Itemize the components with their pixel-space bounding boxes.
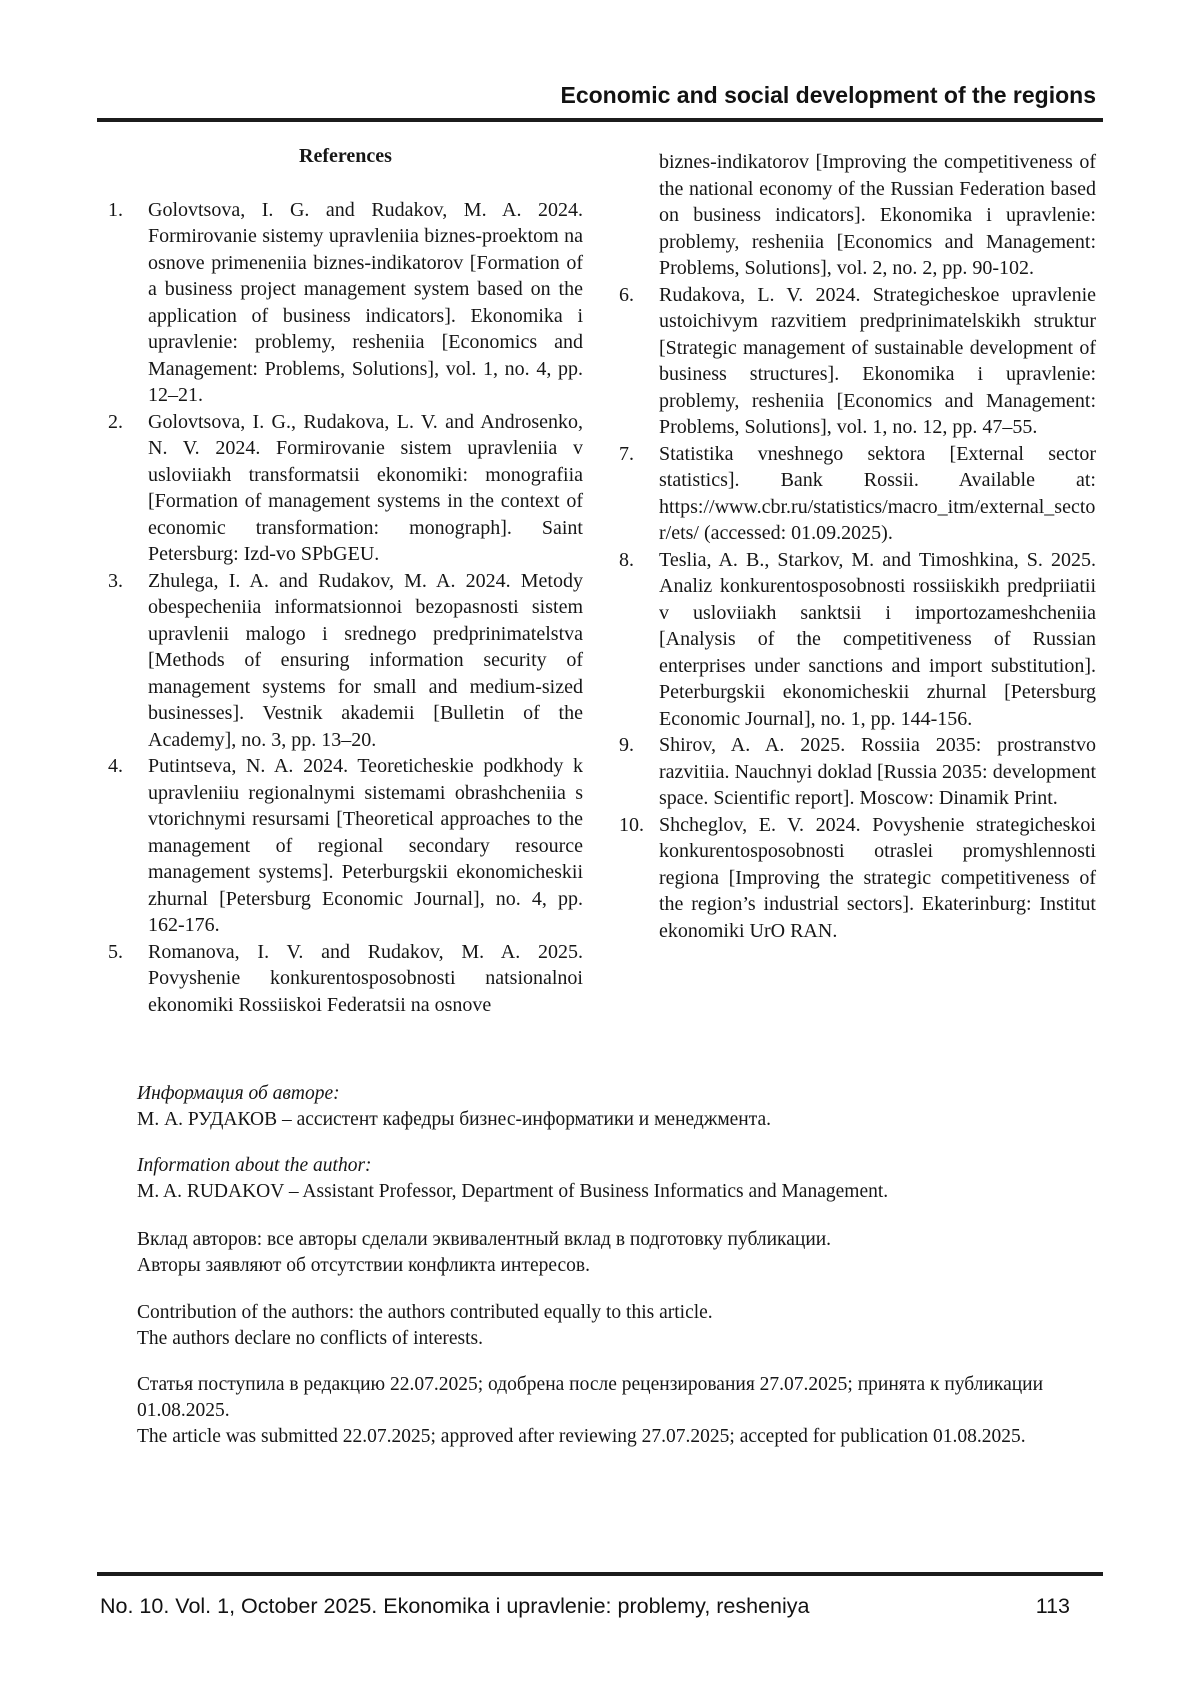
author-info-ru-heading: Информация об авторе: (137, 1083, 340, 1104)
reference-text: Romanova, I. V. and Rudakov, M. A. 2025. Povyshenie konkurentosposobnosti natsionalnoi ekonomiki Rossiiskoi Federatsii na osnove (148, 940, 583, 1016)
reference-number: 9. (619, 734, 634, 756)
author-info-en-text: M. A. RUDAKOV – Assistant Professor, Department of Business Informatics and Management. (137, 1181, 889, 1202)
reference-item-5 (108, 939, 583, 1019)
reference-number: 2. (108, 410, 123, 433)
references-column-right (619, 143, 1096, 1018)
reference-text: Statistika vneshnego sektora [External sector statistics]. Bank Rossii. Available at: https://www.cbr.ru/statistics/macro_itm/external_sector/ets/ (accessed: 01.09.2025). (659, 442, 1096, 544)
reference-item-7 (619, 441, 1096, 547)
contribution-en-line2: The authors declare no conflicts of interests. (137, 1328, 484, 1349)
author-info-ru-text: М. А. РУДАКОВ – ассистент кафедры бизнес-информатики и менеджмента. (137, 1109, 772, 1130)
reference-item-2 (108, 409, 583, 568)
reference-item-4 (108, 753, 583, 939)
reference-text: Shirov, A. A. 2025. Rossiia 2035: prostranstvo razvitiia. Nauchnyi doklad [Russia 2035: development space. Scientific report]. Moscow: Dinamik Print. (659, 734, 1096, 809)
references-section (108, 143, 1096, 1018)
reference-text: Zhulega, I. A. and Rudakov, M. A. 2024. Metody obespecheniia informatsionnoi bezopasnosti sistem upravlenii malogo i srednego predprinimatelstva [Methods of ensuring information security of management systems for small and medium-sized businesses]. Vestnik akademii [Bulletin of the Academy], no. 3, pp. 13–20. (148, 569, 583, 751)
contribution-en-line1: Contribution of the authors: the authors contributed equally to this article. (137, 1302, 713, 1323)
reference-item-8 (619, 547, 1096, 733)
reference-text: Shcheglov, E. V. 2024. Povyshenie strategicheskoi konkurentosposobnosti otraslei promyshlennosti regiona [Improving the strategic competitiveness of the region’s industrial sectors]. Ekaterinburg: Institut ekonomiki UrO RAN. (659, 813, 1096, 942)
reference-number: 3. (108, 569, 123, 592)
reference-item-6 (619, 282, 1096, 441)
footer-issue-line: No. 10. Vol. 1, October 2025. Ekonomika i upravlenie: problemy, resheniya (100, 1594, 810, 1618)
reference-text: Teslia, A. B., Starkov, M. and Timoshkina, S. 2025. Analiz konkurentosposobnosti rossiiskikh predpriiatii v usloviiakh sanktsii i importozameshcheniia [Analysis of the competitiveness of Russian enterprises under sanctions and import substitution]. Peterburgskii ekonomicheskii zhurnal [Petersburg Economic Journal], no. 1, pp. 144-156. (659, 548, 1096, 730)
references-heading: References (299, 145, 392, 167)
contribution-ru-line2: Авторы заявляют об отсутствии конфликта интересов. (137, 1255, 590, 1276)
reference-number: 8. (619, 548, 634, 571)
reference-number: 4. (108, 755, 123, 777)
submission-dates (137, 1372, 1100, 1450)
contribution-en (137, 1300, 1100, 1352)
contribution-ru-line1: Вклад авторов: все авторы сделали эквивалентный вклад в подготовку публикации. (137, 1229, 832, 1250)
submission-dates-en: The article was submitted 22.07.2025; approved after reviewing 27.07.2025; accepted for publication 01.08.2025. (137, 1426, 1026, 1447)
reference-number: 1. (108, 198, 123, 221)
reference-item-9 (619, 732, 1096, 812)
reference-number: 5. (108, 940, 123, 963)
reference-number: 6. (619, 283, 634, 306)
footer-page-number: 113 (1035, 1594, 1070, 1618)
reference-text: Golovtsova, I. G., Rudakova, L. V. and Androsenko, N. V. 2024. Formirovanie sistem upravleniia v usloviiakh transformatsii ekonomiki: monografiia [Formation of management systems in the context of economic transformation: monograph]. Saint Petersburg: Izd-vo SPbGEU. (148, 410, 583, 565)
running-head: Economic and social development of the regions (560, 82, 1096, 108)
reference-item-5-continued (619, 149, 1096, 282)
reference-number: 7. (619, 442, 634, 465)
author-info-en (137, 1153, 1100, 1205)
reference-text: Rudakova, L. V. 2024. Strategicheskoe upravlenie ustoichivym razvitiem predprinimatelskikh struktur [Strategic management of sustainable development of business structures]. Ekonomika i upravlenie: problemy, resheniia [Economics and Management: Problems, Solutions], vol. 1, no. 12, pp. 47–55. (659, 283, 1096, 438)
reference-number: 10. (619, 813, 644, 836)
reference-item-10 (619, 812, 1096, 945)
author-info-ru (137, 1081, 1100, 1133)
footer-rule (97, 1572, 1103, 1576)
header-rule (97, 118, 1103, 122)
reference-text: biznes-indikatorov [Improving the competitiveness of the national economy of the Russian Federation based on business indicators]. Ekonomika i upravlenie: problemy, resheniia [Economics and Management: Problems, Solutions], vol. 2, no. 2, pp. 90-102. (659, 151, 1096, 279)
reference-text: Putintseva, N. A. 2024. Teoreticheskie podkhody k upravleniiu regionalnymi sistemami obrashcheniia s vtorichnymi resursami [Theoretical approaches to the management of regional secondary resource management systems]. Peterburgskii ekonomicheskii zhurnal [Petersburg Economic Journal], no. 4, pp. 162-176. (148, 755, 583, 936)
reference-item-3 (108, 568, 583, 754)
reference-item-1 (108, 197, 583, 409)
submission-dates-ru: Статья поступила в редакцию 22.07.2025; одобрена после рецензирования 27.07.2025; принята к публикации 01.08.2025. (137, 1374, 1044, 1421)
author-info-en-heading: Information about the author: (137, 1155, 372, 1176)
references-column-left (108, 143, 583, 1018)
footer (100, 1594, 1070, 1619)
reference-text: Golovtsova, I. G. and Rudakov, M. A. 2024. Formirovanie sistemy upravleniia biznes-proektom na osnove primeneniia biznes-indikatorov [Formation of a business project management system based on the application of business indicators]. Ekonomika i upravlenie: problemy, resheniia [Economics and Management: Problems, Solutions], vol. 1, no. 4, pp. 12–21. (148, 198, 583, 406)
contribution-ru (137, 1227, 1100, 1279)
